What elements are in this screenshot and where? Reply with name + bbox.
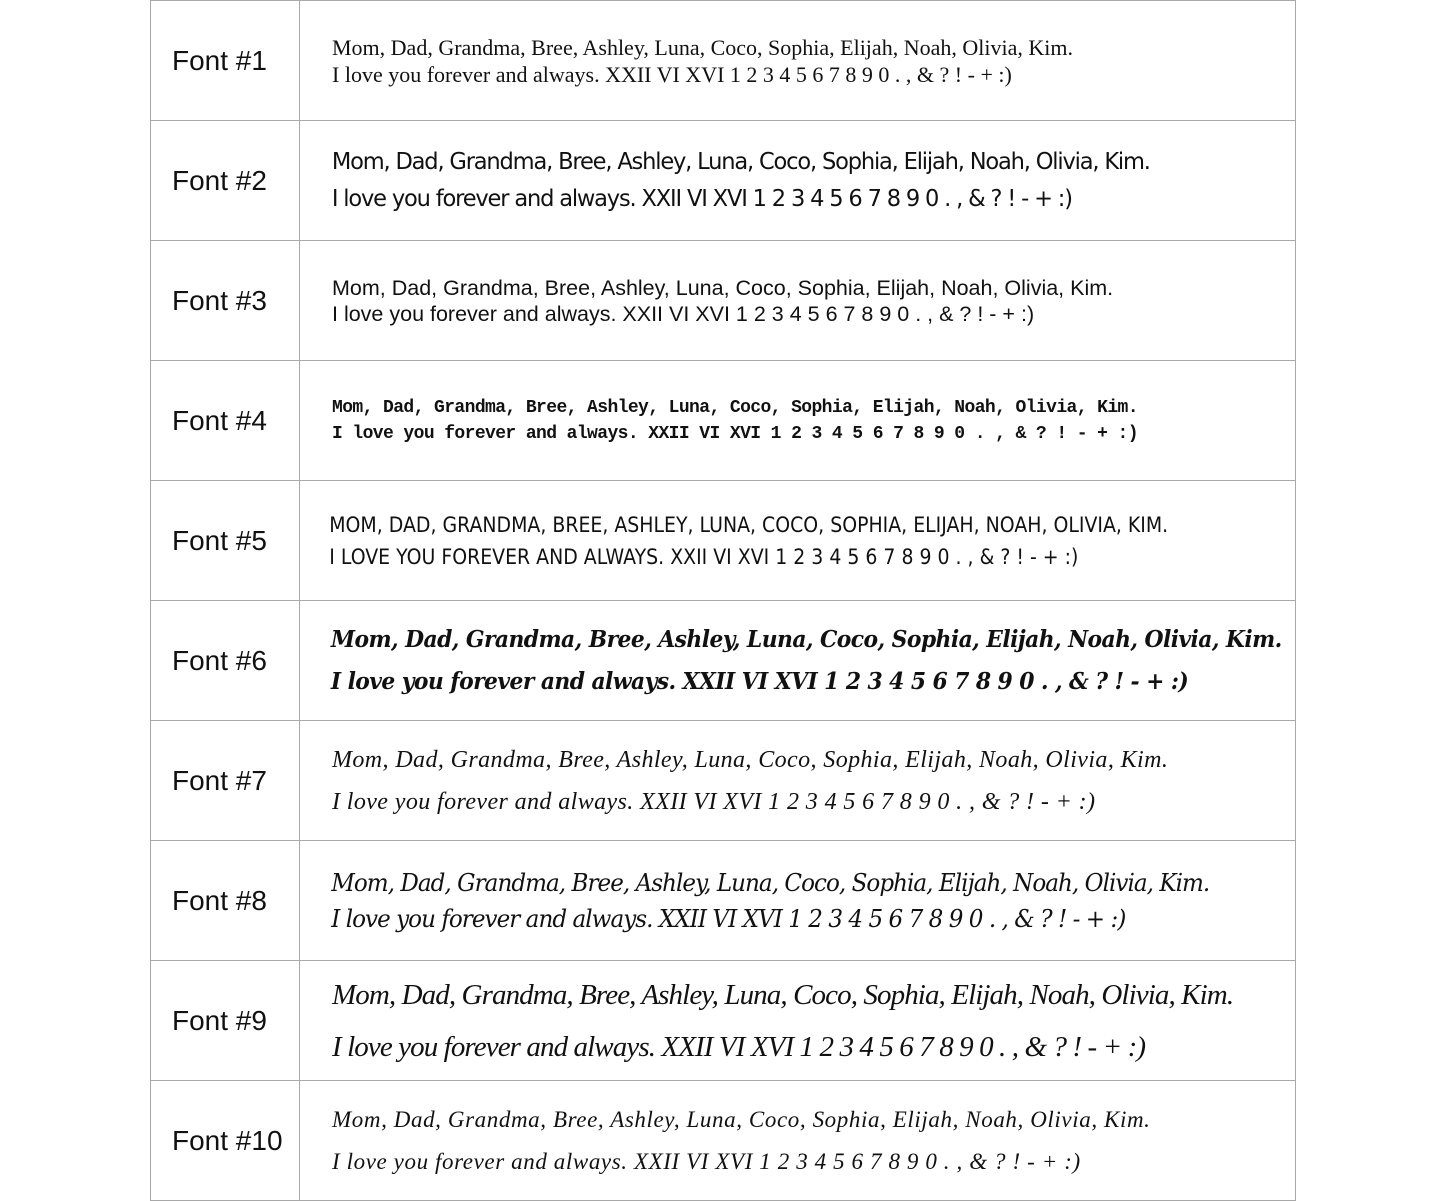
font-sample-cell <box>300 601 1282 721</box>
font-label: Font #6 <box>172 644 267 676</box>
font-label-cell <box>151 361 300 481</box>
font-row-1 <box>151 1 1296 121</box>
sample-line-phrase: I love you forever and always. XXII VI XVI 1 2 3 4 5 6 7 8 9 0 . , & ? ! - + :) <box>332 1148 1081 1174</box>
font-sample-cell <box>300 241 1296 361</box>
sample-line-phrase: I love you forever and always. XXII VI XVI 1 2 3 4 5 6 7 8 9 0 . , & ? ! - + :) <box>332 423 1138 444</box>
sample-line-names: Mom, Dad, Grandma, Bree, Ashley, Luna, Coco, Sophia, Elijah, Noah, Olivia, Kim. <box>332 397 1138 418</box>
font-label: Font #10 <box>172 1124 283 1156</box>
font-row-7 <box>151 721 1296 841</box>
font-row-10 <box>151 1081 1296 1201</box>
font-label-cell <box>151 961 300 1081</box>
font-label: Font #1 <box>172 44 267 76</box>
sample-line-phrase: I love you forever and always. XXII VI XVI 1 2 3 4 5 6 7 8 9 0 . , & ? ! - + :) <box>332 301 1035 326</box>
font-label-cell <box>151 1081 300 1201</box>
sample-line-names: Mom, Dad, Grandma, Bree, Ashley, Luna, Coco, Sophia, Elijah, Noah, Olivia, Kim. <box>332 978 1234 1011</box>
font-sample-cell <box>300 961 1296 1081</box>
font-sample-cell <box>300 1081 1296 1201</box>
font-label-cell <box>151 121 300 241</box>
sample-line-phrase: I love you forever and always. XXII VI XVI 1 2 3 4 5 6 7 8 9 0 . , & ? ! - + :) <box>330 904 1125 933</box>
font-sample-cell <box>300 841 1256 961</box>
font-sample-cell <box>300 721 1296 841</box>
font-label: Font #5 <box>172 524 267 556</box>
font-row-2 <box>151 121 1296 241</box>
font-row-9 <box>151 961 1296 1081</box>
font-label: Font #8 <box>172 884 267 916</box>
font-label-cell <box>151 241 300 361</box>
sample-line-phrase: I love you forever and always. XXII VI XVI 1 2 3 4 5 6 7 8 9 0 . , & ? ! - + :) <box>330 667 1188 695</box>
font-label-cell <box>151 841 300 961</box>
sample-line-names: Mom, Dad, Grandma, Bree, Ashley, Luna, Coco, Sophia, Elijah, Noah, Olivia, Kim. <box>332 34 1073 60</box>
font-label-cell <box>151 721 300 841</box>
font-row-5 <box>151 481 1296 601</box>
font-row-8 <box>151 841 1296 961</box>
font-label-cell <box>151 601 300 721</box>
sample-line-phrase: I love you forever and always. XXII VI XVI 1 2 3 4 5 6 7 8 9 0 . , & ? ! - + :) <box>332 1030 1146 1063</box>
font-sample-table <box>150 0 1296 1201</box>
sample-line-names: MOM, DAD, GRANDMA, BREE, ASHLEY, LUNA, COCO, SOPHIA, ELIJAH, NOAH, OLIVIA, KIM. <box>328 512 1168 537</box>
font-label: Font #9 <box>172 1004 267 1036</box>
sample-line-phrase: I LOVE YOU FOREVER AND ALWAYS. XXII VI XVI 1 2 3 4 5 6 7 8 9 0 . , & ? ! - + :) <box>328 544 1078 569</box>
font-row-6 <box>151 601 1296 721</box>
font-sample-cell <box>300 1 1296 121</box>
sample-line-names: Mom, Dad, Grandma, Bree, Ashley, Luna, Coco, Sophia, Elijah, Noah, Olivia, Kim. <box>330 625 1282 653</box>
sample-line-names: Mom, Dad, Grandma, Bree, Ashley, Luna, Coco, Sophia, Elijah, Noah, Olivia, Kim. <box>330 868 1209 897</box>
font-sample-cell <box>300 121 1276 241</box>
sample-line-phrase: I love you forever and always. XXII VI XVI 1 2 3 4 5 6 7 8 9 0 . , & ? ! - + :) <box>331 185 1072 212</box>
sample-line-names: Mom, Dad, Grandma, Bree, Ashley, Luna, Coco, Sophia, Elijah, Noah, Olivia, Kim. <box>332 275 1114 300</box>
sample-line-names: Mom, Dad, Grandma, Bree, Ashley, Luna, Coco, Sophia, Elijah, Noah, Olivia, Kim. <box>332 746 1169 773</box>
font-row-3 <box>151 241 1296 361</box>
font-row-4 <box>151 361 1296 481</box>
sample-line-names: Mom, Dad, Grandma, Bree, Ashley, Luna, Coco, Sophia, Elijah, Noah, Olivia, Kim. <box>331 148 1150 175</box>
font-label: Font #4 <box>172 404 267 436</box>
sample-line-phrase: I love you forever and always. XXII VI XVI 1 2 3 4 5 6 7 8 9 0 . , & ? ! - + :) <box>332 61 1012 87</box>
sample-line-phrase: I love you forever and always. XXII VI XVI 1 2 3 4 5 6 7 8 9 0 . , & ? ! - + :) <box>332 788 1096 815</box>
font-label: Font #3 <box>172 284 267 316</box>
font-sample-cell <box>300 481 1196 601</box>
font-sample-cell <box>300 361 1296 481</box>
font-label-cell <box>151 481 300 601</box>
font-label-cell <box>151 1 300 121</box>
font-label: Font #7 <box>172 764 267 796</box>
font-label: Font #2 <box>172 164 267 196</box>
sample-line-names: Mom, Dad, Grandma, Bree, Ashley, Luna, Coco, Sophia, Elijah, Noah, Olivia, Kim. <box>332 1106 1151 1132</box>
